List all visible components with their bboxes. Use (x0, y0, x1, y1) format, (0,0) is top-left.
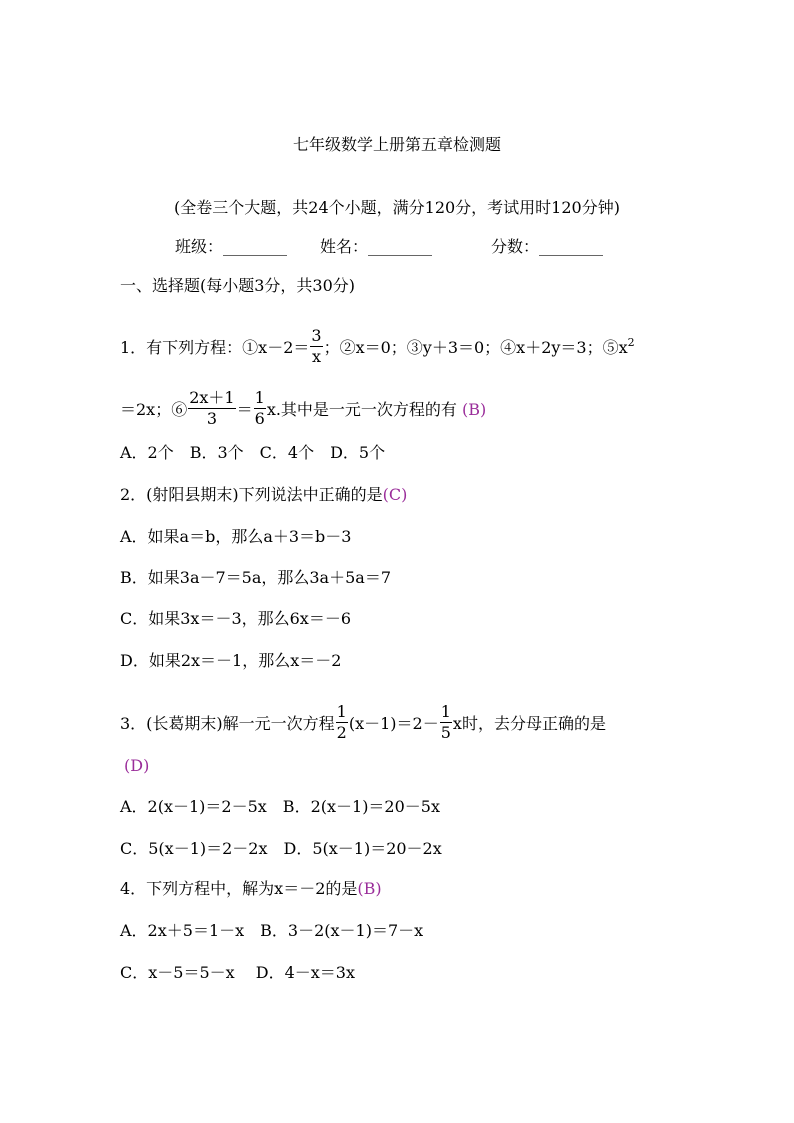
section-heading: 一、选择题(每小题3分，共30分) (120, 276, 356, 295)
question-1-options: A．2个 B．3个 C．4个 D．5个 (120, 443, 386, 462)
question-2-option-b: B．如果3a－7＝5a，那么3a＋5a＝7 (120, 568, 391, 587)
question-3-options-cd: C．5(x－1)＝2－2x D．5(x－1)＝20－2x (120, 839, 442, 858)
question-3-stem: 3．(长葛期末)解一元一次方程 $\frac{1}{2}$ (x－1)＝2－ $\frac{1}{5}$ x时，去分母正确的是 (120, 702, 606, 742)
question-4-options-ab: A．2x＋5＝1－x B．3－2(x－1)＝7－x (120, 921, 424, 940)
question-4-stem: 4．下列方程中，解为x＝－2的是(B) (120, 879, 382, 898)
fraction: $\frac{3}{x}$ (311, 326, 322, 366)
exam-subtitle: (全卷三个大题，共24个小题，满分120分，考试用时120分钟) (174, 198, 620, 217)
question-3-options-ab: A．2(x－1)＝2－5x B．2(x－1)＝20－5x (120, 797, 440, 816)
score-field: 分数：________ (491, 237, 604, 256)
answer-mark: (C) (382, 485, 408, 504)
question-2-option-c: C．如果3x＝－3，那么6x＝－6 (120, 609, 352, 628)
question-4-options-cd: C．x－5＝5－x D．4－x＝3x (120, 963, 355, 982)
question-1-line-1: 1．有下列方程：①x－2＝ $\frac{3}{x}$ ；②x＝0；③y＋3＝0；④x＋2y＝3；$⑤x^2$ (120, 326, 635, 366)
fraction: $\frac{1}{5}$ (440, 702, 451, 742)
fraction: $\frac{1}{6}$ (254, 388, 265, 428)
name-field: 姓名：________ (320, 237, 433, 256)
fraction: $\frac{2x+1}{3}$ (189, 388, 235, 428)
page-title: 七年级数学上册第五章检测题 (292, 135, 501, 154)
question-2-option-a: A．如果a＝b，那么a＋3＝b－3 (120, 527, 352, 546)
answer-mark: (B) (462, 400, 487, 419)
question-1-line-2: ＝2x；⑥ $\frac{2x+1}{3}$ ＝ $\frac{1}{6}$ x.其中是一元一次方程的有 (B) (120, 388, 487, 428)
class-field: 班级：________ (175, 237, 288, 256)
answer-mark: (B) (357, 879, 382, 898)
question-2-stem: 2．(射阳县期末)下列说法中正确的是(C) (120, 485, 408, 504)
question-2-option-d: D．如果2x＝－1，那么x＝－2 (120, 651, 342, 670)
fraction: $\frac{1}{2}$ (336, 702, 347, 742)
answer-mark: (D) (124, 756, 150, 775)
